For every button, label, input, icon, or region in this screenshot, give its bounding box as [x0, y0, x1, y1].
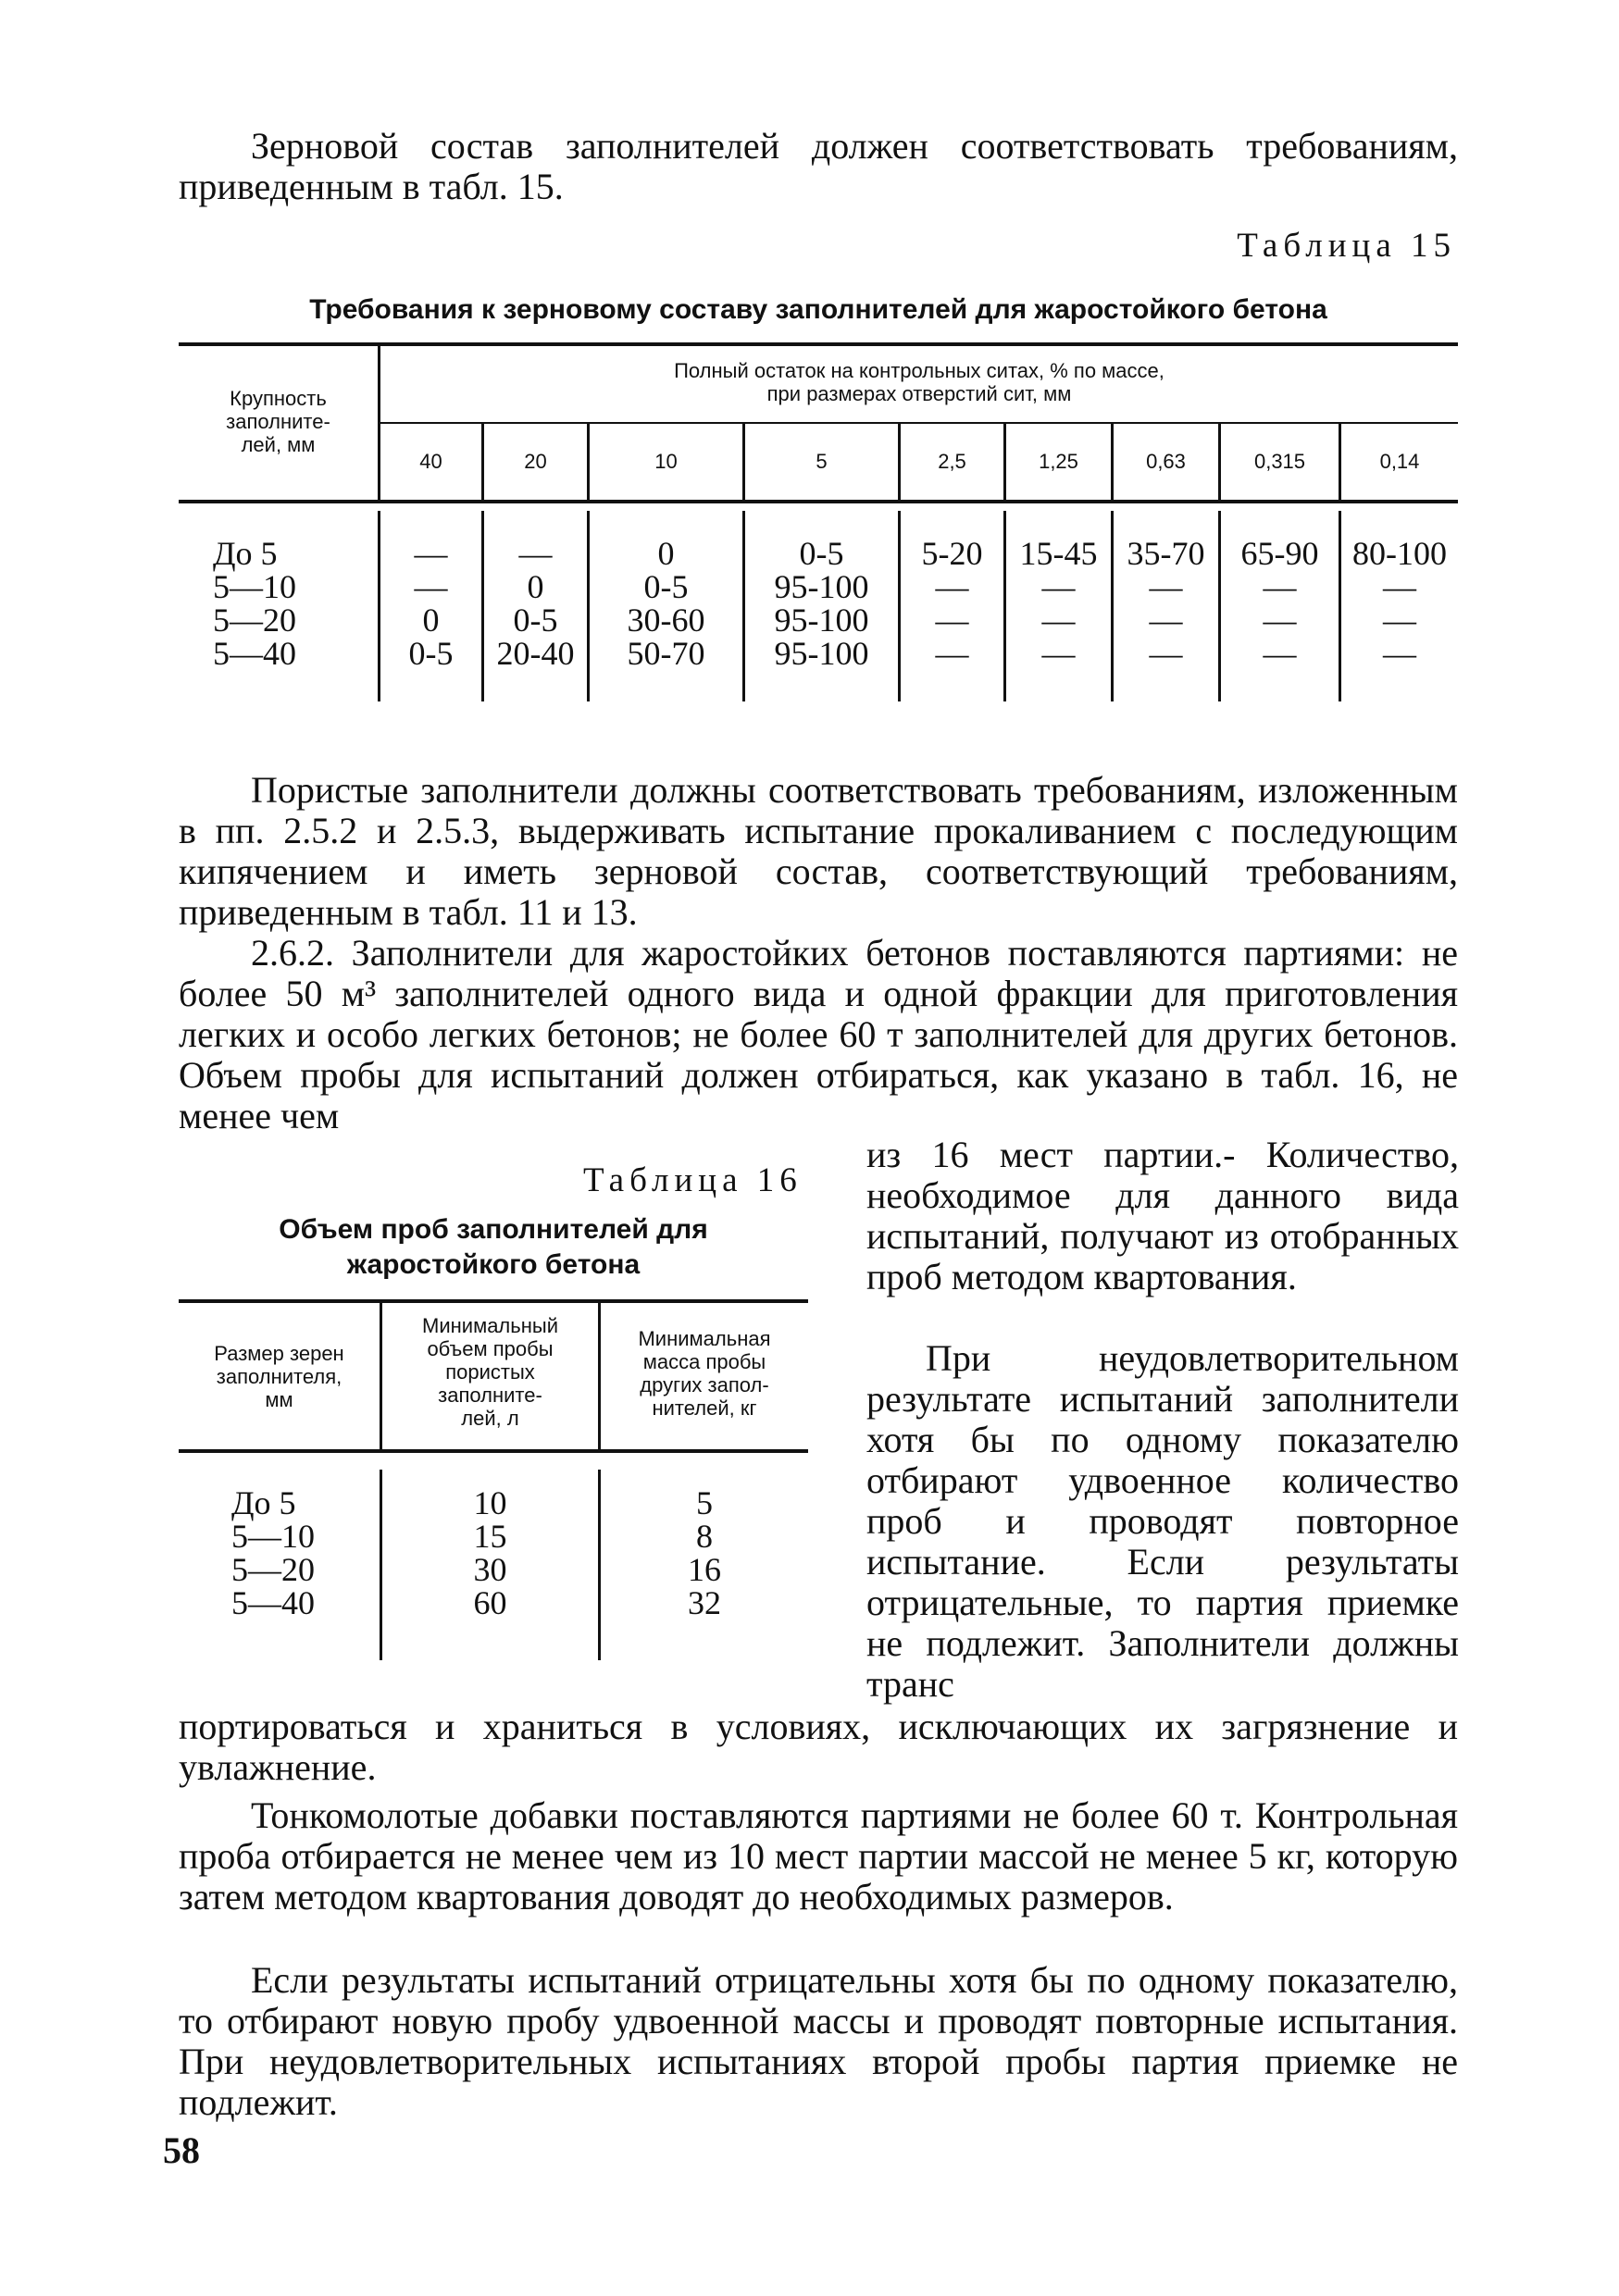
- header-line: заполнителя,: [216, 1365, 342, 1388]
- table15-cell: —: [414, 535, 448, 572]
- table15-cell: —: [1041, 568, 1076, 605]
- table15-cell: 50-70: [627, 635, 705, 672]
- table15-group-header: [380, 359, 1458, 405]
- header-line: пористых: [445, 1360, 535, 1384]
- sieve-header: 5: [816, 450, 828, 473]
- table15-cell: —: [1149, 635, 1183, 672]
- sieve-header: 0,63: [1146, 450, 1186, 473]
- header-line: Размер зерен: [214, 1342, 344, 1365]
- intro-paragraph: Зерновой состав заполнителей должен соответствовать требованиям, приведенным в табл. 15.: [179, 125, 1458, 207]
- table15-cell: —: [1383, 602, 1416, 639]
- table15-cell: —: [1149, 568, 1183, 605]
- header-line: заполните-: [226, 410, 330, 433]
- table15-cell: —: [935, 568, 969, 605]
- table15-col-0-14: [1341, 537, 1458, 670]
- table16-cell: До 5: [231, 1484, 296, 1521]
- sieve-header: 2,5: [938, 450, 966, 473]
- table16-cell: 32: [688, 1584, 721, 1621]
- table15-cell: 0-5: [799, 535, 844, 572]
- table15-cell: 5—10: [213, 568, 296, 605]
- table15-cell: 0: [422, 602, 440, 639]
- table15-cell: 5-20: [921, 535, 983, 572]
- table15-cell: —: [414, 568, 448, 605]
- table16-size-column: [231, 1486, 361, 1620]
- table15-cell: 95-100: [774, 568, 869, 605]
- page-number: 58: [163, 2129, 200, 2171]
- sieve-header: 20: [524, 450, 547, 473]
- table16-header-volume: [382, 1314, 598, 1430]
- header-line: Полный остаток на контрольных ситах, % по массе,: [674, 359, 1164, 382]
- table16-mass-column: [601, 1486, 808, 1620]
- table16-cell: 5: [696, 1484, 713, 1521]
- table15-cell: 0: [527, 568, 544, 605]
- table15-cell: —: [1041, 635, 1076, 672]
- sieve-header: 10: [654, 450, 678, 473]
- table15-cell: 5—40: [213, 635, 296, 672]
- table15-header-rule: [179, 500, 1458, 503]
- table15-cell: —: [1041, 602, 1076, 639]
- table15-cell: 30-60: [627, 602, 705, 639]
- header-line: мм: [265, 1388, 293, 1411]
- table16-header-mass: [601, 1327, 808, 1420]
- header-line: лей, л: [461, 1407, 519, 1430]
- section-2-6-2-paragraph: 2.6.2. Заполнители для жаростойких бетонов поставляются партиями: не более 50 м³ заполнителей одного вида и одной фракции для приготовления легких и особо легких бетонов; не более 60 т заполнителей для других бетонов. Объем пробы для испытаний должен отбираться, как указано в табл. 16, не менее чем: [179, 933, 1458, 1136]
- table16-cell: 5—40: [231, 1584, 315, 1621]
- table16-cell: 15: [473, 1518, 507, 1555]
- header-line: Крупность: [230, 387, 327, 410]
- table16-header-rule: [179, 1449, 808, 1453]
- table16-cell: 30: [473, 1551, 507, 1588]
- table15-size-column: [213, 537, 361, 670]
- table16-cell: 8: [696, 1518, 713, 1555]
- fine-additives-paragraph: Тонкомолотые добавки поставляются партиями не более 60 т. Контрольная проба отбирается не менее чем из 10 мест партии массой не менее 5 кг, которую затем методом квартования доводят до необходимых размеров.: [179, 1794, 1458, 1917]
- header-line: Минимальная: [638, 1327, 771, 1350]
- table15-cell: —: [935, 602, 969, 639]
- header-line: масса пробы: [642, 1350, 766, 1373]
- table15-top-rule: [179, 342, 1458, 346]
- table15-col-0-315: [1221, 537, 1339, 670]
- table15-cell: 5—20: [213, 602, 296, 639]
- repeat-tests-paragraph: Если результаты испытаний отрицательны хотя бы по одному показателю, то отбирают новую пробу удвоенной массы и проводят повторные испытания. При неудовлетворительных испытаниях второй пробы партия приемке не подлежит.: [179, 1959, 1458, 2123]
- table15-cell: 20-40: [496, 635, 575, 672]
- header-line: других запол-: [640, 1373, 769, 1396]
- table15-col-10: [590, 537, 742, 670]
- table15-cell: —: [518, 535, 553, 572]
- header-line: объем пробы: [427, 1337, 554, 1360]
- table16-header-size: [179, 1342, 380, 1411]
- table15-cell: 0-5: [513, 602, 558, 639]
- sieve-header: 0,315: [1253, 450, 1306, 473]
- table15-cell: 0-5: [408, 635, 454, 672]
- table16-label: Таблица 16: [583, 1161, 803, 1199]
- transport-paragraph: портироваться и храниться в условиях, исключающих их загрязнение и увлажнение.: [179, 1706, 1458, 1788]
- table16-cell: 16: [688, 1551, 721, 1588]
- table15-cell: —: [1263, 635, 1297, 672]
- wrap-text-unsatisfactory: При неудовлетворительном результате испытаний заполнители хотя бы по одному показателю отбирают удвоенное количество проб и проводят повторное испытание. Если результаты отрицательные, то партия приемке не подлежит. Заполнители должны транс: [866, 1337, 1459, 1705]
- table15-cell: 15-45: [1019, 535, 1098, 572]
- table16-title: [179, 1212, 808, 1283]
- table15-cell: —: [935, 635, 969, 672]
- header-line: лей, мм: [241, 433, 316, 456]
- table15-cell: 95-100: [774, 602, 869, 639]
- table15-col-40: [380, 537, 481, 670]
- header-line: Минимальный: [422, 1314, 558, 1337]
- table16-top-rule: [179, 1299, 808, 1303]
- table15-cell: 80-100: [1352, 535, 1447, 572]
- table15-cell: —: [1263, 602, 1297, 639]
- table15-col-20: [484, 537, 587, 670]
- table15-cell: —: [1383, 635, 1416, 672]
- header-line: заполните-: [438, 1384, 542, 1407]
- table15-col-0-63: [1114, 537, 1218, 670]
- table15-col-2-5: [901, 537, 1003, 670]
- header-line: при размерах отверстий сит, мм: [766, 382, 1072, 405]
- table15-title: Требования к зерновому составу заполнителей для жаростойкого бетона: [309, 294, 1327, 325]
- table15-cell: 0: [657, 535, 675, 572]
- wrap-text-quartering: из 16 мест партии.- Количество, необходимое для данного вида испытаний, получают из отобранных проб методом квартования.: [866, 1134, 1459, 1297]
- table15-cell: —: [1383, 568, 1416, 605]
- table15-cell: —: [1149, 602, 1183, 639]
- table15-col-1-25: [1006, 537, 1111, 670]
- table15-cell: 0-5: [643, 568, 689, 605]
- table15-group-rule: [378, 422, 1458, 424]
- table15-cell: 35-70: [1127, 535, 1205, 572]
- title-line: Объем проб заполнителей для: [279, 1214, 708, 1245]
- table15-cell: 65-90: [1240, 535, 1319, 572]
- table16-cell: 5—10: [231, 1518, 315, 1555]
- table15-cell: —: [1263, 568, 1297, 605]
- sieve-header: 0,14: [1379, 450, 1420, 473]
- table16-cell: 60: [473, 1584, 507, 1621]
- porous-paragraph: Пористые заполнители должны соответствовать требованиям, изложенным в пп. 2.5.2 и 2.5.3, выдерживать испытание прокаливанием с последующим кипячением и иметь зерновой состав, соответствующий требованиям, приведенным в табл. 11 и 13.: [179, 769, 1458, 933]
- table15-label: Таблица 15: [1237, 227, 1456, 265]
- table16-volume-column: [382, 1486, 598, 1620]
- table15-cell: До 5: [213, 535, 278, 572]
- title-line: жаростойкого бетона: [346, 1249, 641, 1280]
- table15-col-5: [745, 537, 898, 670]
- sieve-header: 40: [419, 450, 442, 473]
- table16-cell: 5—20: [231, 1551, 315, 1588]
- header-line: нителей, кг: [652, 1396, 757, 1420]
- table15-row-header: [179, 387, 378, 456]
- sieve-header: 1,25: [1039, 450, 1078, 473]
- table15-cell: 95-100: [774, 635, 869, 672]
- table16-cell: 10: [473, 1484, 507, 1521]
